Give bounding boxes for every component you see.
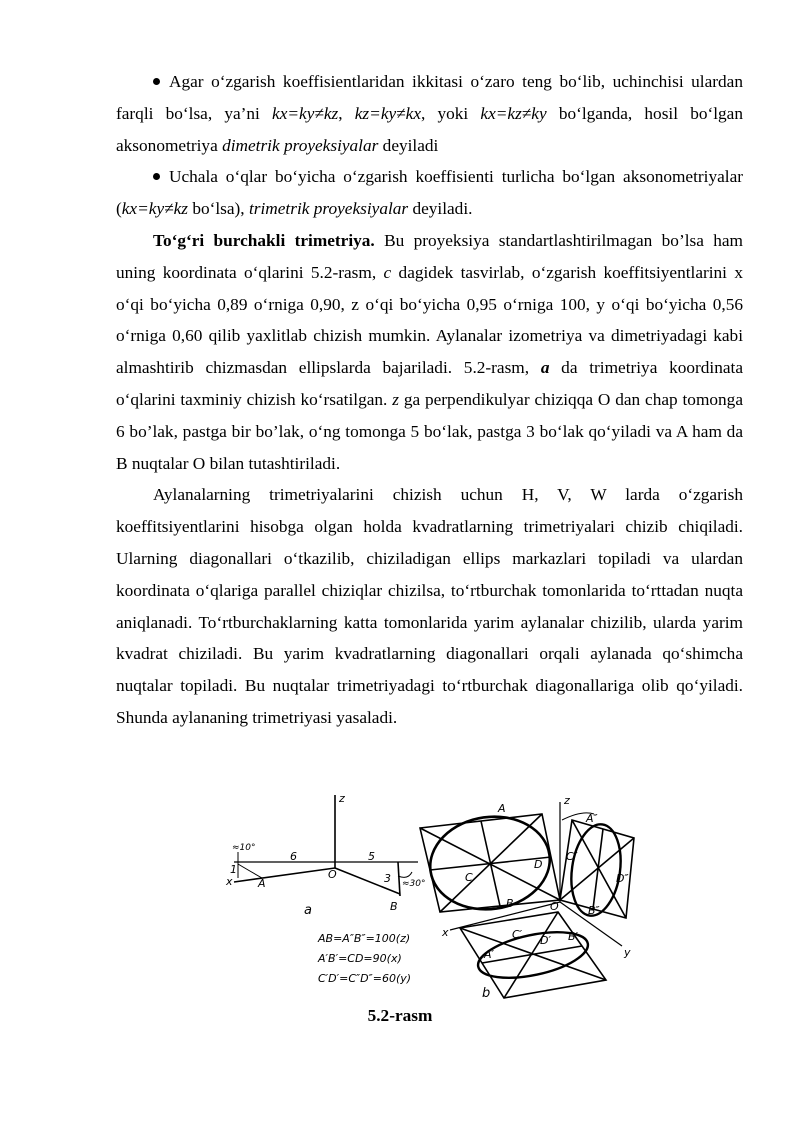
label-x: x [226,875,233,888]
body-text [116,66,743,734]
label-C: C [465,871,473,884]
note-cd-y: C′D′=C″D″=60(y) [318,972,412,985]
figure-5-2 [222,790,654,1005]
label-z: z [339,792,345,805]
label-O-b: O [550,900,559,913]
label-1: 1 [230,863,237,876]
label-z-b: z [564,794,570,807]
label-A-top: A [498,802,506,815]
label-x-b: x [442,926,449,939]
bullet-icon [153,78,160,85]
b-vertical [398,862,400,896]
term-italic: trimetrik proyeksiyalar [248,199,409,219]
text-italic: a [540,358,550,378]
paragraph-circles: Aylanalarning trimetriyalarini chizish uchun H, V, W larda o‘zgarish koeffitsiyentlarini hisobga olgan holda kvadratlarning trimetriyalari chizib chiqiladi. Ularning diagonallari o‘tkazilib, chiziladigan ellips markazlari topiladi va ulardan koordinata o‘qlariga parallel chiziqlar chizilsa, to‘rtburchak tomonlarida to‘rttadan nuqta aniqlanadi. To‘rtburchaklarning katta tomonlarida yarim aylanalar chizilib, ularda yarim kvadrat chiziladi. Bu yarim kvadratlarning diagonallari orqali aylanada qo‘shimcha nuqtalar topiladi. Bu nuqtalar trimetriyadagi to‘rtburchak diagonallariga olib qo‘yiladi. Shunda aylananing trimetriyasi yasaladi. [116,485,743,727]
label-A1: A′ [484,948,495,961]
text-run: bo‘lsa), [188,199,249,219]
text-run: ga perpendikulyar chiziqqa O dan chap tomonga 6 bo’lak, pastga bir bo’lak, o‘ng tomonga 5 bo‘lak, pastga 3 bo‘lak qo‘yiladi va A ham da B nuqtalar O bilan tutashtiriladi. [116,389,743,473]
paragraph-dimetric [116,66,743,161]
label-b: b [482,986,491,1001]
label-C2: C″ [566,850,578,863]
formula: kx=ky≠kz [121,199,188,219]
note-cd: A′B′=CD=90(x) [318,952,402,965]
note-ab: AB=A″B″=100(z) [318,932,411,945]
text-italic: c [383,262,392,282]
text-run: Bu proyeksiya standartlashtirilmagan bo’lsa ham uning koordinata o‘qlarini 5.2-rasm, [116,230,743,282]
label-C1: C′ [512,928,523,941]
label-y-b: y [624,946,631,959]
label-a: a [304,903,312,918]
figure-caption: 5.2-rasm [367,1006,433,1025]
text-run: deyiladi [378,135,439,155]
label-B-front: B [506,897,514,910]
text-run: , [338,103,355,123]
formula: kx=kz≠ky [480,103,547,123]
text-run: bo‘lganda, hosil bo‘lgan aksonometriya [116,103,743,155]
text-run: dagidek tasvirlab, o‘zgarish koeffitsiyentlarini x o‘qi bo‘yicha 0,89 o‘rniga 0,90, z o‘qi bo‘yicha 0,95 o‘rniga 100, y o‘qi bo‘yicha 0,56 o‘rniga 0,60 qilib yaxlitlab chizish mumkin. Aylanalar izometriya va dimetriyadagi kabi almashtirib chizmasdan ellipslarda bajariladi. 5.2-rasm, [116,262,743,378]
label-D2: D″ [616,872,629,885]
label-D: D [534,858,543,871]
text-italic: z [392,389,399,409]
label-B: B [390,900,398,913]
bullet-icon [153,173,160,180]
label-6: 6 [290,850,297,863]
term-italic: dimetrik proyeksiyalar [222,135,379,155]
section-heading: To‘g‘ri burchakli trimetriya. [153,230,375,250]
text-run: da trimetriya koordinata o‘qlarini taxminiy chizish ko‘rsatilgan. [116,358,743,409]
text-run: deyiladi. [408,199,473,219]
text-run: Uchala o‘qlar bo‘yicha o‘zgarish koeffisienti turlicha bo‘lgan aksonometriyalar ( [116,167,743,219]
label-O: O [328,868,337,881]
label-A2: A″ [586,812,598,825]
text-run: , yoki [421,103,481,123]
text-run: Agar o‘zgarish koeffisientlaridan ikkitasi o‘zaro teng bo‘lib, uchinchisi ulardan farqli bo‘lsa, ya’ni [116,72,743,123]
label-B2: B″ [588,904,600,917]
paragraph-right-trimetry [116,225,743,479]
label-D1: D′ [540,934,551,947]
label-5: 5 [368,850,375,863]
formula: kz=ky≠kx [354,103,421,123]
paragraph-trimetric [116,161,743,225]
label-A: A [258,877,266,890]
label-angle-left: ≈10° [232,843,256,853]
label-B1: B′ [568,930,579,943]
formula: kx=ky≠kz [272,103,339,123]
label-3: 3 [384,872,391,885]
label-angle-right: ≈30° [402,879,426,889]
